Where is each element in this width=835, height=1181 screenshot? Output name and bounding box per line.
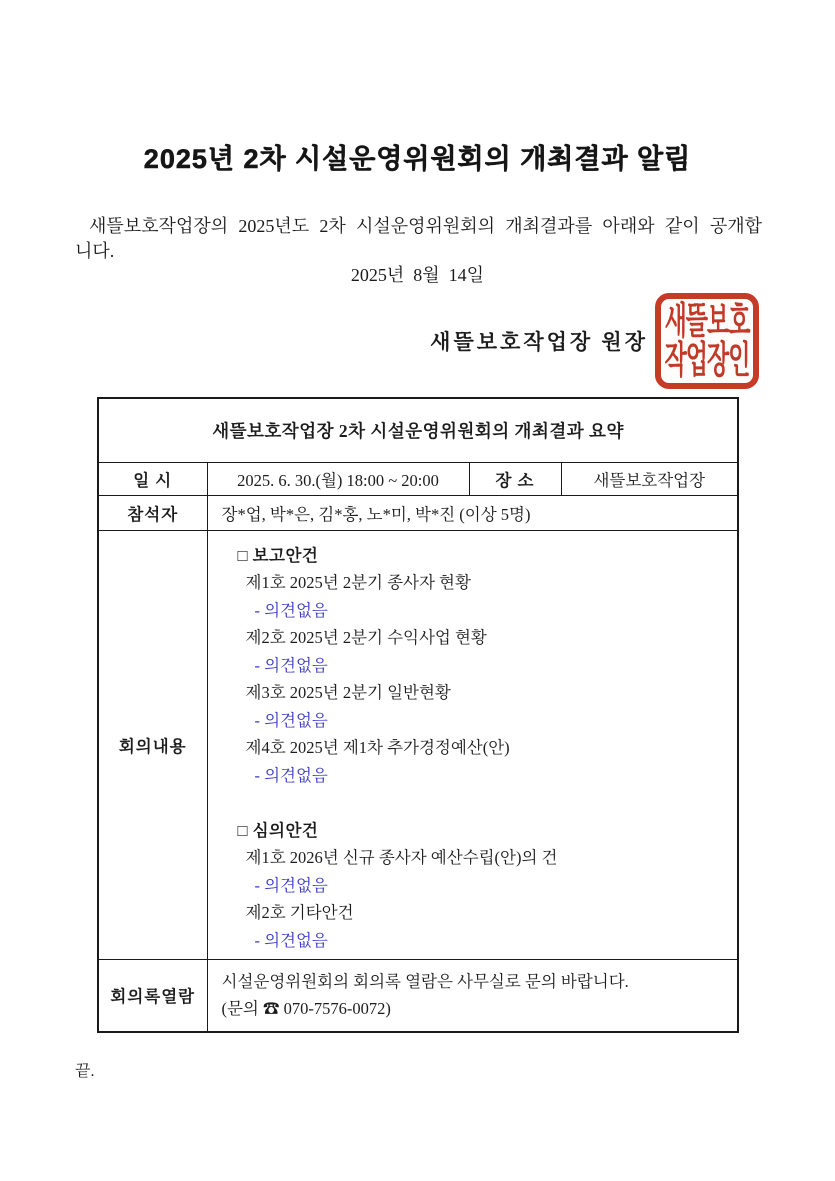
intro-line-1: 새뜰보호작업장의 2025년도 2차 시설운영위원회의 개최결과를 아래와 같이 공개합 (89, 216, 762, 236)
seal-text-row-1: 새뜰보호 (664, 301, 750, 342)
agenda-item-opinion: - 의견없음 (254, 600, 328, 620)
meeting-content-label: 회의내용 (98, 530, 207, 959)
document-title: 2025년 2차 시설운영위원회의 개최결과 알림 (143, 144, 692, 174)
review-agenda-heading: □ 심의안건 (237, 820, 319, 840)
agenda-item-title: 제1호 2026년 신규 종사자 예산수립(안)의 건 (245, 848, 558, 868)
report-agenda-section (238, 542, 730, 790)
table-title: 새뜰보호작업장 2차 시설운영위원회의 개최결과 요약 (98, 398, 738, 462)
place-value: 새뜰보호작업장 (561, 462, 738, 495)
meeting-summary-table (97, 397, 739, 1033)
datetime-value: 2025. 6. 30.(월) 18:00 ~ 20:00 (207, 462, 469, 495)
document-date: 2025년 8월 14일 (350, 265, 485, 285)
table-row-datetime-place (98, 462, 738, 495)
agenda-item-title: 제2호 기타안건 (245, 903, 354, 923)
datetime-label: 일 시 (98, 462, 207, 495)
agenda-item (238, 899, 730, 954)
agenda-item-opinion: - 의견없음 (254, 875, 328, 895)
place-label: 장 소 (469, 462, 561, 495)
meeting-content-cell (207, 530, 738, 959)
end-mark: 끝. (75, 1063, 95, 1080)
agenda-item-opinion: - 의견없음 (254, 710, 328, 730)
table-row-attendees (98, 495, 738, 530)
seal-text-row-2: 작업장인 (664, 340, 750, 381)
review-agenda-section (238, 817, 730, 955)
agenda-item-title: 제4호 2025년 제1차 추가경정예산(안) (245, 738, 510, 758)
agenda-item-opinion: - 의견없음 (254, 655, 328, 675)
agenda-item (238, 844, 730, 899)
agenda-item-title: 제3호 2025년 2분기 일반현황 (245, 683, 451, 703)
report-agenda-heading: □ 보고안건 (237, 545, 319, 565)
minutes-line-2: (문의 ☎ 070-7576-0072) (221, 999, 391, 1019)
attendees-label: 참석자 (98, 495, 207, 530)
agenda-item (238, 734, 730, 789)
table-row-minutes (98, 959, 738, 1032)
signer-title: 새뜰보호작업장 원장 (430, 330, 648, 354)
table-title-row (98, 398, 738, 462)
minutes-cell (207, 959, 738, 1032)
intro-line-2: 니다. (75, 241, 115, 261)
agenda-item (238, 679, 730, 734)
agenda-item (238, 624, 730, 679)
agenda-item-title: 제2호 2025년 2분기 수익사업 현황 (245, 628, 487, 648)
agenda-item (238, 569, 730, 624)
agenda-item-opinion: - 의견없음 (254, 930, 328, 950)
intro-paragraph (75, 214, 762, 264)
agenda-item-opinion: - 의견없음 (254, 765, 328, 785)
minutes-label: 회의록열람 (98, 959, 207, 1032)
minutes-line-1: 시설운영위원회의 회의록 열람은 사무실로 문의 바랍니다. (221, 972, 629, 992)
official-seal-stamp (655, 293, 759, 389)
attendees-value: 장*업, 박*은, 김*홍, 노*미, 박*진 (이상 5명) (207, 495, 738, 530)
agenda-item-title: 제1호 2025년 2분기 종사자 현황 (245, 573, 471, 593)
table-row-meeting-content (98, 530, 738, 959)
